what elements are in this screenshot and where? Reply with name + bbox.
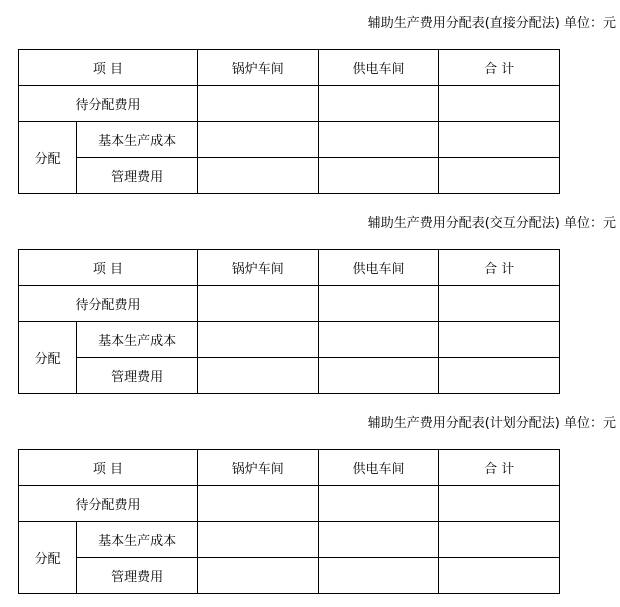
cell-empty [197, 522, 318, 558]
cell-empty [318, 122, 439, 158]
header-total: 合 计 [439, 450, 560, 486]
table-caption: 辅助生产费用分配表(交互分配法) 单位：元 [367, 216, 616, 231]
row-label-allocation: 分配 [19, 522, 77, 594]
cell-empty [439, 286, 560, 322]
header-boiler-workshop: 锅炉车间 [197, 250, 318, 286]
cell-empty [318, 86, 439, 122]
cell-empty [439, 358, 560, 394]
cell-empty [318, 358, 439, 394]
allocation-table-planned [18, 449, 560, 594]
row-label-allocation: 分配 [19, 122, 77, 194]
cell-empty [197, 158, 318, 194]
cell-empty [439, 158, 560, 194]
cell-empty [318, 286, 439, 322]
cell-empty [197, 122, 318, 158]
row-label-mgmt-cost: 管理费用 [77, 158, 198, 194]
table-caption: 辅助生产费用分配表(计划分配法) 单位：元 [367, 416, 616, 431]
cell-empty [197, 322, 318, 358]
cell-empty [197, 486, 318, 522]
row-label-mgmt-cost: 管理费用 [77, 358, 198, 394]
row-label-to-allocate: 待分配费用 [19, 286, 198, 322]
cell-empty [439, 558, 560, 594]
row-label-mgmt-cost: 管理费用 [77, 558, 198, 594]
cell-empty [439, 322, 560, 358]
row-label-to-allocate: 待分配费用 [19, 86, 198, 122]
row-label-allocation: 分配 [19, 322, 77, 394]
header-boiler-workshop: 锅炉车间 [197, 450, 318, 486]
cell-empty [439, 122, 560, 158]
row-label-to-allocate: 待分配费用 [19, 486, 198, 522]
cell-empty [318, 522, 439, 558]
cell-empty [318, 558, 439, 594]
table-caption: 辅助生产费用分配表(直接分配法) 单位：元 [367, 16, 616, 31]
cell-empty [318, 158, 439, 194]
allocation-table-direct [18, 49, 560, 194]
header-total: 合 计 [439, 250, 560, 286]
row-label-basic-cost: 基本生产成本 [77, 522, 198, 558]
row-label-basic-cost: 基本生产成本 [77, 122, 198, 158]
row-label-basic-cost: 基本生产成本 [77, 322, 198, 358]
header-total: 合 计 [439, 50, 560, 86]
cell-empty [197, 86, 318, 122]
cell-empty [318, 486, 439, 522]
cell-empty [439, 86, 560, 122]
cell-empty [439, 486, 560, 522]
header-power-workshop: 供电车间 [318, 50, 439, 86]
header-item: 项 目 [19, 450, 198, 486]
cell-empty [197, 558, 318, 594]
cell-empty [318, 322, 439, 358]
header-item: 项 目 [19, 250, 198, 286]
cell-empty [197, 358, 318, 394]
header-power-workshop: 供电车间 [318, 250, 439, 286]
header-item: 项 目 [19, 50, 198, 86]
allocation-table-reciprocal [18, 249, 560, 394]
header-power-workshop: 供电车间 [318, 450, 439, 486]
header-boiler-workshop: 锅炉车间 [197, 50, 318, 86]
cell-empty [197, 286, 318, 322]
cell-empty [439, 522, 560, 558]
